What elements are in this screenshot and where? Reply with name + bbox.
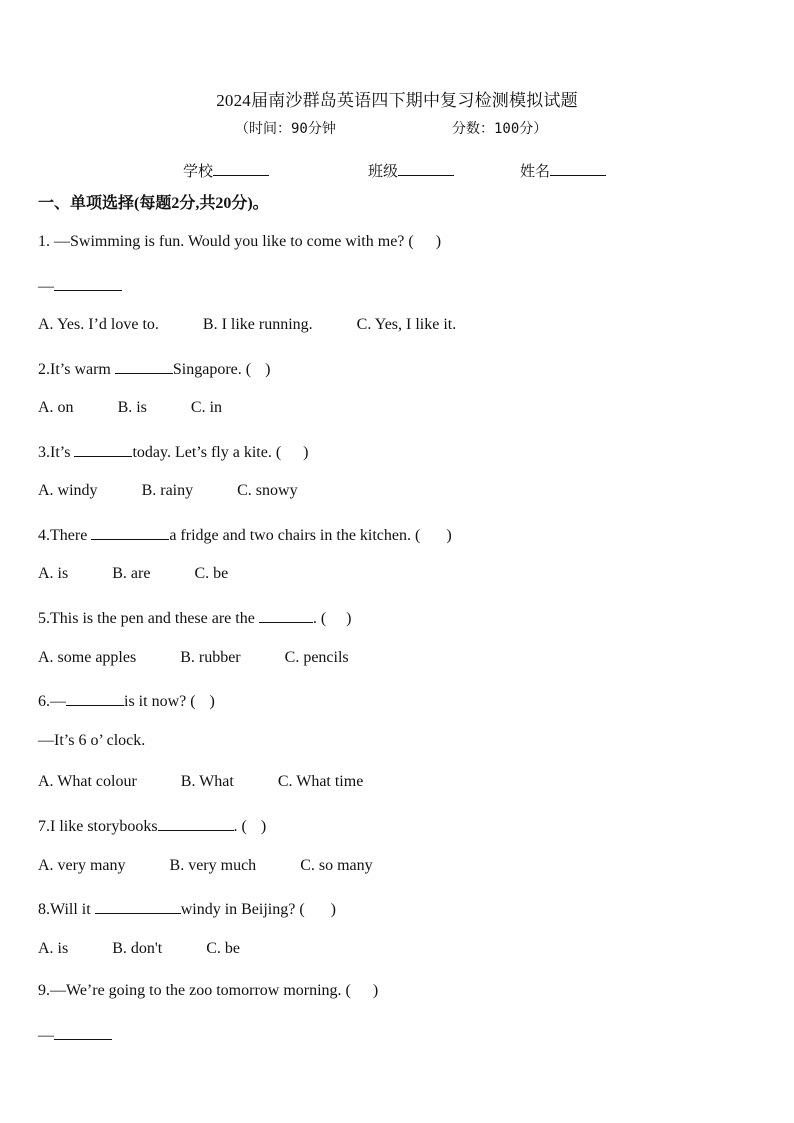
question-7-text: 7.I like storybooks	[38, 818, 158, 835]
question-5-text: 5.This is the pen and these are the	[38, 610, 255, 627]
question-5-text-after: . (	[312, 610, 327, 627]
question-7-stem	[38, 815, 266, 836]
question-3-options	[38, 482, 342, 500]
question-2-blank[interactable]	[115, 358, 173, 374]
question-8-options	[38, 940, 284, 958]
question-8-option-b[interactable]: B. don't	[112, 940, 163, 957]
question-6-reply: —It’s 6 o’ clock.	[38, 732, 146, 749]
question-1-stem	[38, 233, 441, 251]
question-5-paren: )	[346, 610, 352, 627]
question-7-option-c[interactable]: C. so many	[300, 857, 373, 874]
question-9-dash: —	[38, 1027, 54, 1044]
class-label: 班级	[368, 164, 399, 180]
question-8-option-a[interactable]: A. is	[38, 940, 69, 957]
question-5-blank[interactable]	[259, 607, 313, 623]
question-2-option-b[interactable]: B. is	[117, 399, 147, 416]
question-7-option-b[interactable]: B. very much	[169, 857, 257, 874]
question-4-text: 4.There	[38, 527, 88, 544]
question-8-text-after: windy in Beijing? (	[180, 901, 305, 918]
school-blank[interactable]	[213, 161, 269, 176]
question-5-stem	[38, 607, 351, 628]
class-blank[interactable]	[398, 161, 454, 176]
question-9-paren: )	[372, 982, 379, 999]
question-3-option-c[interactable]: C. snowy	[237, 482, 298, 499]
question-2-paren: )	[265, 361, 271, 378]
question-4-blank[interactable]	[91, 524, 169, 540]
school-label: 学校	[183, 164, 214, 180]
question-3-paren: )	[303, 444, 309, 461]
exam-title: 2024届南沙群岛英语四下期中复习检测模拟试题	[216, 91, 578, 110]
question-2-option-c[interactable]: C. in	[190, 399, 223, 416]
exam-score: 分数：100分）	[452, 121, 548, 137]
question-2-option-a[interactable]: A. on	[38, 399, 74, 416]
question-4-option-a[interactable]: A. is	[38, 565, 69, 582]
school-field[interactable]	[183, 160, 269, 181]
question-4-option-c[interactable]: C. be	[194, 565, 229, 582]
question-6-options	[38, 773, 407, 791]
question-7-blank[interactable]	[158, 815, 234, 831]
question-5-option-c[interactable]: C. pencils	[284, 649, 349, 666]
question-8-stem	[38, 898, 336, 919]
question-8-text: 8.Will it	[38, 901, 91, 918]
question-6-stem	[38, 690, 215, 711]
question-6-option-b[interactable]: B. What	[180, 773, 234, 790]
question-3-option-a[interactable]: A. windy	[38, 482, 98, 499]
question-5-option-b[interactable]: B. rubber	[180, 649, 241, 666]
name-label: 姓名	[520, 164, 551, 180]
question-1-option-c[interactable]: C. Yes, I like it.	[356, 316, 457, 333]
question-4-options	[38, 565, 272, 583]
question-3-text-after: today. Let’s fly a kite. (	[132, 444, 282, 461]
question-4-paren: )	[446, 527, 452, 544]
question-1-options	[38, 316, 500, 334]
question-5-options	[38, 649, 393, 667]
question-7-options	[38, 857, 417, 875]
question-1-text: 1. —Swimming is fun. Would you like to come with me? (	[38, 233, 414, 250]
question-1-dash: —	[38, 278, 54, 295]
question-2-options	[38, 399, 266, 417]
exam-time: （时间：90分钟	[235, 121, 336, 137]
question-3-stem	[38, 441, 308, 462]
section-heading: 一、单项选择(每题2分,共20分)。	[38, 195, 269, 212]
question-6-option-c[interactable]: C. What time	[277, 773, 364, 790]
question-1-reply	[38, 275, 122, 296]
question-4-option-b[interactable]: B. are	[112, 565, 151, 582]
question-8-blank[interactable]	[95, 898, 181, 914]
name-blank[interactable]	[550, 161, 606, 176]
question-9-blank[interactable]	[54, 1024, 112, 1040]
question-1-blank[interactable]	[54, 275, 122, 291]
name-field[interactable]	[520, 160, 606, 181]
question-6-option-a[interactable]: A. What colour	[38, 773, 137, 790]
question-9-text: 9.—We’re going to the zoo tomorrow morning. (	[38, 982, 351, 999]
question-3-text: 3.It’s	[38, 444, 71, 461]
question-2-text-after: Singapore. (	[172, 361, 252, 378]
question-3-blank[interactable]	[74, 441, 132, 457]
question-2-stem	[38, 358, 270, 379]
question-7-text-after: . (	[233, 818, 247, 835]
question-6-text-after: is it now? (	[124, 693, 196, 710]
question-2-text: 2.It’s warm	[38, 361, 111, 378]
class-field[interactable]	[368, 160, 454, 181]
question-6-blank[interactable]	[66, 690, 124, 706]
question-5-option-a[interactable]: A. some apples	[38, 649, 137, 666]
question-8-paren: )	[330, 901, 336, 918]
question-7-paren: )	[260, 818, 267, 835]
question-8-option-c[interactable]: C. be	[206, 940, 241, 957]
question-9-reply	[38, 1024, 112, 1045]
question-1-paren: )	[435, 233, 442, 250]
question-3-option-b[interactable]: B. rainy	[141, 482, 194, 499]
question-1-option-b[interactable]: B. I like running.	[202, 316, 313, 333]
question-4-stem	[38, 524, 452, 545]
question-7-option-a[interactable]: A. very many	[38, 857, 126, 874]
question-4-text-after: a fridge and two chairs in the kitchen. (	[169, 527, 421, 544]
question-6-paren: )	[209, 693, 215, 710]
question-1-option-a[interactable]: A. Yes. I’d love to.	[38, 316, 159, 333]
question-9-stem	[38, 982, 378, 1000]
question-6-text: 6.—	[38, 693, 66, 710]
